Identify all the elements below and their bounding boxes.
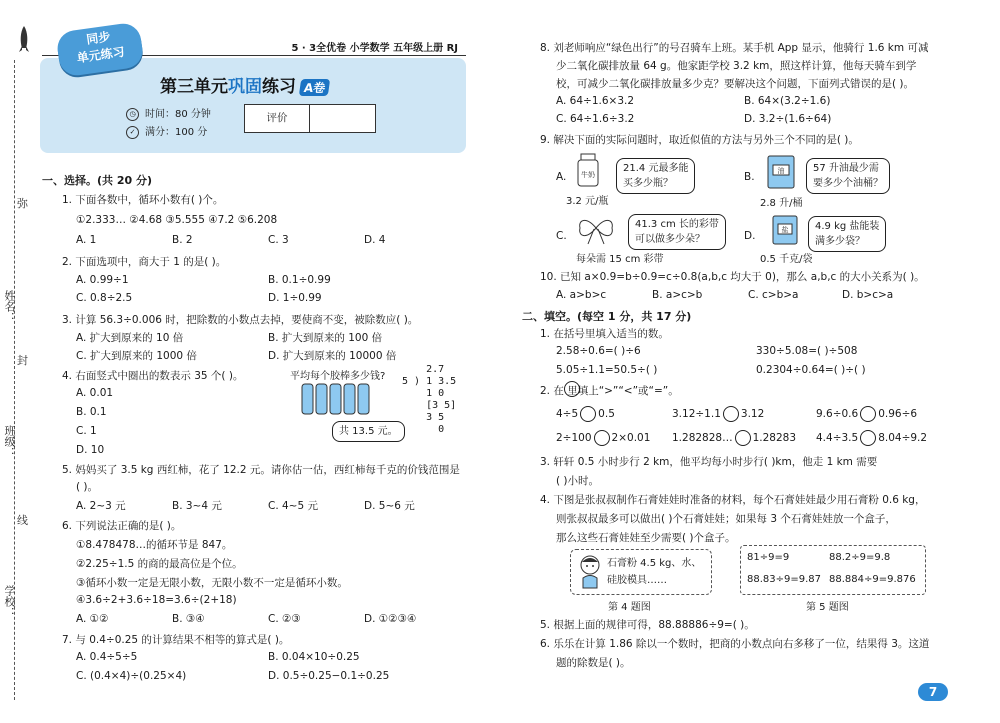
compare-circle[interactable] <box>860 430 876 446</box>
compare-circle-example <box>564 381 580 397</box>
option[interactable]: C. 0.8÷2.5 <box>76 292 133 304</box>
question-8-line3: 校，可减少二氧化碳排放量多少克？要解决这个问题，下面列式错误的是( )。 <box>556 78 915 90</box>
name-label: 姓名： <box>3 290 16 323</box>
badge-line1: 同步 <box>85 29 112 47</box>
question-8: 8. 刘老师响应“绿色出行”的号召骑车上班。某手机 App 显示，他骑行 1.6 km 可减 <box>540 42 929 54</box>
oil-drum-icon <box>764 154 798 190</box>
fill-1-item[interactable]: 2.58÷0.6=( )÷6 <box>556 345 641 357</box>
bubble-line: 41.3 cm 长的彩带 <box>635 219 719 230</box>
compare-right: 2×0.01 <box>611 432 651 444</box>
compare-item <box>672 430 796 446</box>
fill-4-figure <box>570 549 712 595</box>
fill-4: 4. 下图是张叔叔制作石膏娃娃时准备的材料，每个石膏娃娃最少用石膏粉 0.6 kg， <box>540 494 926 506</box>
compare-circle[interactable] <box>735 430 751 446</box>
pattern-item: 81÷9=9 <box>747 552 790 563</box>
compare-item <box>556 430 650 446</box>
section-fill-title: 二、填空。(每空 1 分，共 17 分) <box>522 310 692 323</box>
check-icon: ✓ <box>126 126 139 139</box>
compare-right: 8.04÷9.2 <box>878 432 928 444</box>
option[interactable]: A. 0.4÷5÷5 <box>76 651 138 663</box>
speech-bubble <box>808 216 886 252</box>
section-choice-title: 一、选择。(共 20 分) <box>42 174 153 187</box>
fill-1-item[interactable]: 5.05÷1.1=50.5÷( ) <box>556 364 658 376</box>
question-6-item: ②2.25÷1.5 的商的最高位是个位。 <box>76 558 243 570</box>
division-line: 2.7 <box>402 364 445 375</box>
option[interactable]: D. 1÷0.99 <box>268 292 322 304</box>
option[interactable]: C. (0.4×4)÷(0.25×4) <box>76 670 187 682</box>
compare-left: 3.12÷1.1 <box>672 408 721 420</box>
question-5: 5. 妈妈买了 3.5 kg 西红柿，花了 12.2 元。请你估一估，西红柿每千克的价钱范围是 <box>62 464 460 476</box>
option[interactable]: C. 64÷1.6÷3.2 <box>556 113 635 125</box>
division-line: 1 0 <box>402 388 445 399</box>
option[interactable]: B. 0.1÷0.99 <box>268 274 331 286</box>
option[interactable]: A. ①② <box>76 613 109 625</box>
long-division <box>402 364 456 436</box>
eval-label: 评价 <box>245 105 310 132</box>
price-label: 2.8 升/桶 <box>760 198 803 209</box>
option[interactable]: C. 4~5 元 <box>268 500 319 512</box>
option[interactable]: B. ③④ <box>172 613 205 625</box>
price-label: 3.2 元/瓶 <box>566 196 609 207</box>
speech-bubble <box>616 158 695 194</box>
fill-3-line2: ( )小时。 <box>556 475 600 487</box>
option[interactable]: D. 10 <box>76 444 105 456</box>
option[interactable]: A. 64÷1.6×3.2 <box>556 95 635 107</box>
compare-item <box>556 406 615 422</box>
question-6-item: ①8.478478…的循环节是 847。 <box>76 539 233 551</box>
question-3: 3. 计算 56.3÷0.006 时，把除数的小数点去掉，要使商不变，被除数应( )。 <box>62 314 419 326</box>
title-badge: A卷 <box>299 79 331 96</box>
option[interactable]: A. 0.99÷1 <box>76 274 129 286</box>
fill-6-line2: 题的除数是( )。 <box>556 657 631 669</box>
rocket-icon <box>16 24 32 56</box>
compare-right: 0.96÷6 <box>878 408 918 420</box>
bubble-line: 满多少袋？ <box>815 236 865 247</box>
compare-left: 9.6÷0.6 <box>816 408 859 420</box>
compare-circle[interactable] <box>580 406 596 422</box>
question-5-cont: ( )。 <box>76 481 99 493</box>
option[interactable]: A. a>b>c <box>556 289 607 301</box>
compare-left: 1.282828… <box>672 432 733 444</box>
boy-icon <box>577 554 603 590</box>
compare-item <box>816 406 917 422</box>
question-8-line2: 少二氧化碳排放量 64 g。他家距学校 3.2 km，照这样计算，他每天骑车到学 <box>556 60 917 72</box>
glue-total-bubble: 共 13.5 元。 <box>332 421 405 442</box>
option[interactable]: A. 2~3 元 <box>76 500 126 512</box>
school-label: 学校： <box>3 585 16 618</box>
figure-caption: 第 5 题图 <box>806 602 849 613</box>
option[interactable]: C. 3 <box>268 234 289 246</box>
title-highlight: 巩固 <box>228 77 262 97</box>
question-6: 6. 下列说法正确的是( )。 <box>62 520 182 532</box>
option-label[interactable]: A. <box>556 171 567 183</box>
division-line: 5 ) 1 3.5 <box>402 376 457 387</box>
option[interactable]: D. ①②③④ <box>364 613 417 625</box>
fill-3: 3. 轩轩 0.5 小时步行 2 km，他平均每小时步行( )km，他走 1 km 需要 <box>540 456 878 468</box>
title-suffix: 练习 <box>262 77 296 97</box>
option[interactable]: D. 5~6 元 <box>364 500 415 512</box>
compare-right: 0.5 <box>598 408 615 420</box>
option[interactable]: A. 扩大到原来的 10 倍 <box>76 332 184 344</box>
bubble-line: 可以做多少朵？ <box>635 234 705 245</box>
bubble-line: 要多少个油桶？ <box>813 178 883 189</box>
glue-sticks-illustration <box>298 382 372 418</box>
option[interactable]: D. b>c>a <box>842 289 894 301</box>
series-label: 5 · 3全优卷 小学数学 五年级上册 RJ <box>291 43 458 54</box>
division-line: 0 <box>402 424 445 435</box>
figure-caption: 第 4 题图 <box>608 602 651 613</box>
fill-5: 5. 根据上面的规律可得，88.88886÷9=( )。 <box>540 619 755 631</box>
price-label: 每朵需 15 cm 彩带 <box>576 254 664 265</box>
price-label: 0.5 千克/袋 <box>760 254 813 265</box>
question-4: 4. 右面竖式中圈出的数表示 35 个( )。 <box>62 370 244 382</box>
option[interactable]: B. 0.1 <box>76 406 107 418</box>
option-label[interactable]: B. <box>744 171 755 183</box>
option[interactable]: C. 1 <box>76 425 97 437</box>
fill-1-item[interactable]: 330÷5.08=( )÷508 <box>756 345 858 357</box>
compare-left: 4.4÷3.5 <box>816 432 859 444</box>
option[interactable]: A. 1 <box>76 234 97 246</box>
bubble-line: 买多少瓶？ <box>623 178 673 189</box>
compare-circle[interactable] <box>723 406 739 422</box>
fill-1: 1. 在括号里填入适当的数。 <box>540 328 669 340</box>
compare-left: 4÷5 <box>556 408 579 420</box>
option[interactable]: B. 扩大到原来的 100 倍 <box>268 332 383 344</box>
page-number: 7 <box>918 683 948 701</box>
option[interactable]: B. a>c>b <box>652 289 703 301</box>
question-9: 9. 解决下面的实际问题时，取近似值的方法与另外三个不同的是( )。 <box>540 134 859 146</box>
option-label[interactable]: C. <box>556 230 567 242</box>
question-1: 1. 下面各数中，循环小数有( )个。 <box>62 194 224 206</box>
pattern-item: 88.2÷9=9.8 <box>829 552 891 563</box>
option[interactable]: D. 3.2÷(1.6÷64) <box>744 113 832 125</box>
option[interactable]: B. 64×(3.2÷1.6) <box>744 95 831 107</box>
option[interactable]: B. 3~4 元 <box>172 500 222 512</box>
binding-char: 线 <box>17 514 28 527</box>
binding-char: 弥 <box>17 197 28 210</box>
fill-4-line2: 则张叔叔最多可以做出( )个石膏娃娃；如果每 3 个石膏娃娃放一个盒子， <box>556 513 896 525</box>
question-7: 7. 与 0.4÷0.25 的计算结果不相等的算式是( )。 <box>62 634 290 646</box>
badge-line2: 单元练习 <box>76 44 126 66</box>
bubble-line: 4.9 kg 盐能装 <box>815 221 880 232</box>
division-line: [3 5] <box>402 400 457 411</box>
clock-icon: ◷ <box>126 108 139 121</box>
compare-item <box>816 430 927 446</box>
option[interactable]: D. 扩大到原来的 10000 倍 <box>268 350 397 362</box>
compare-item <box>672 406 764 422</box>
bubble-line: 21.4 元最多能 <box>623 163 689 174</box>
question-10: 10. 已知 a×0.9=b÷0.9=c÷0.8(a,b,c 均大于 0)，那么 a,b,c 的大小关系为( )。 <box>540 271 925 283</box>
binding-strip <box>0 0 34 723</box>
question-6-item: ③循环小数一定是无限小数，无限小数不一定是循环小数。 <box>76 577 348 589</box>
question-2: 2. 下面选项中，商大于 1 的是( )。 <box>62 256 227 268</box>
fill-4-line3: 那么这些石膏娃娃至少需要( )个盒子。 <box>556 532 736 544</box>
page-title <box>160 72 329 97</box>
glue-price-question: 平均每个胶棒多少钱? <box>290 371 386 382</box>
oil-text: 油 <box>777 167 785 175</box>
class-label: 班级： <box>3 425 16 458</box>
option[interactable]: C. c>b>a <box>748 289 799 301</box>
compare-circle[interactable] <box>594 430 610 446</box>
option[interactable]: A. 0.01 <box>76 387 114 399</box>
compare-right: 3.12 <box>740 408 765 420</box>
bubble-line: 57 升油最少需 <box>813 163 879 174</box>
speech-bubble <box>806 158 890 194</box>
binding-char: 封 <box>17 354 28 367</box>
milk-bottle-icon <box>574 152 604 188</box>
fill-1-item[interactable]: 0.2304÷0.64=( )÷( ) <box>756 364 866 376</box>
compare-left: 2÷100 <box>556 432 592 444</box>
fill-2: 2. 在 里填上“>”“<”或“=”。 <box>540 385 679 397</box>
pattern-item: 88.884÷9=9.876 <box>829 574 916 585</box>
pattern-item: 88.83÷9=9.87 <box>747 574 822 585</box>
fill-5-figure <box>740 545 926 595</box>
option-label[interactable]: D. <box>744 230 756 242</box>
option[interactable]: C. ②③ <box>268 613 301 625</box>
option[interactable]: D. 4 <box>364 234 386 246</box>
option[interactable]: B. 2 <box>172 234 193 246</box>
speech-bubble <box>628 214 726 250</box>
time-info <box>126 105 211 121</box>
milk-text: 牛奶 <box>581 171 595 179</box>
evaluation-box <box>244 104 376 133</box>
salt-text: 盐 <box>781 226 789 234</box>
salt-bag-icon <box>770 214 800 246</box>
score-text: 满分：100 分 <box>145 127 208 138</box>
division-line: 3 5 <box>402 412 445 423</box>
question-1-items: ①2.333… ②4.68 ③5.555 ④7.2̇ ⑤6.2̇08̇ <box>76 214 278 226</box>
materials-line: 硅胶模具…… <box>607 575 667 586</box>
materials-line: 石膏粉 4.5 kg、水、 <box>607 558 702 569</box>
title-prefix: 第三单元 <box>160 77 228 97</box>
time-text: 时间：80 分钟 <box>145 109 211 120</box>
option[interactable]: D. 0.5÷0.25−0.1÷0.25 <box>268 670 390 682</box>
ribbon-bow-icon <box>576 212 616 246</box>
materials-text <box>607 555 701 589</box>
compare-circle[interactable] <box>860 406 876 422</box>
option[interactable]: C. 扩大到原来的 1000 倍 <box>76 350 197 362</box>
fill-6: 6. 乐乐在计算 1.86 除以一个数时，把商的小数点向右多移了一位，结果得 3。这道 <box>540 638 930 650</box>
question-6-item: ④3.6÷2+3.6÷18=3.6÷(2+18) <box>76 594 237 606</box>
score-info <box>126 123 207 139</box>
compare-right: 1.28283 <box>752 432 797 444</box>
option[interactable]: B. 0.04×10÷0.25 <box>268 651 360 663</box>
